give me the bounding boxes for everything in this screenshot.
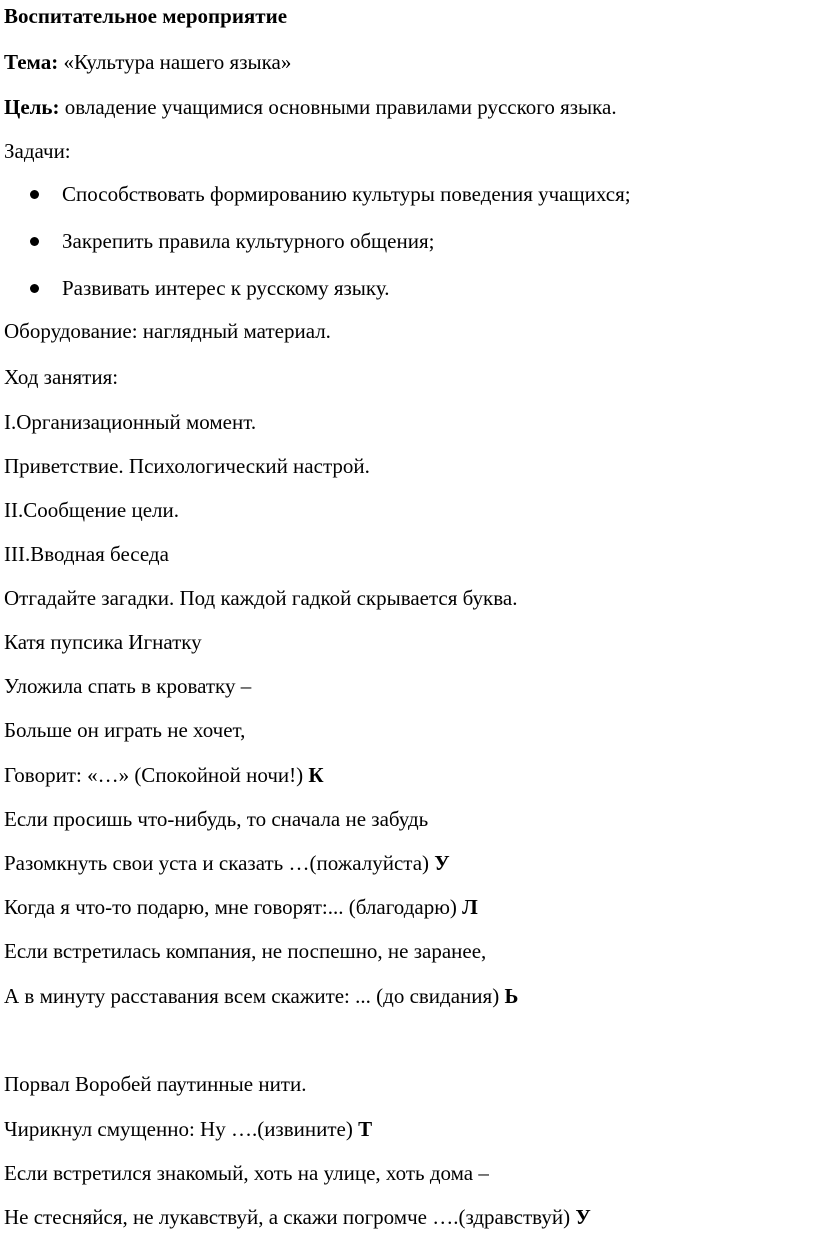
tasks-heading: Задачи: (4, 139, 71, 163)
riddle-answer-line (4, 762, 324, 788)
bullet-icon (30, 284, 39, 293)
answer-letter: К (308, 763, 324, 787)
riddle-line: Если встретился знакомый, хоть на улице, хоть дома – (4, 1161, 489, 1185)
riddle-text: Не стесняйся, не лукавствуй, а скажи погромче ….(здравствуй) (4, 1205, 576, 1229)
riddle-text: А в минуту расставания всем скажите: ... (до свидания) (4, 984, 505, 1008)
riddle-line: Больше он играть не хочет, (4, 718, 246, 742)
stage-line: III.Вводная беседа (4, 542, 169, 566)
riddle-answer-line (4, 1116, 372, 1142)
answer-letter: Ь (504, 984, 519, 1008)
riddle-text: Когда я что-то подарю, мне говорят:... (благодарю) (4, 895, 463, 919)
theme-line (4, 49, 291, 75)
theme-value: «Культура нашего языка» (58, 50, 292, 74)
task-text: Закрепить правила культурного общения; (62, 229, 435, 253)
riddle-line: Если просишь что-нибудь, то сначала не забудь (4, 807, 429, 831)
answer-letter: Т (358, 1117, 373, 1141)
riddle-text: Разомкнуть свои уста и сказать …(пожалуйста) (4, 851, 435, 875)
document-title: Воспитательное мероприятие (4, 4, 288, 28)
goal-label: Цель: (4, 95, 60, 119)
riddle-answer-line (4, 850, 450, 876)
theme-label: Тема: (4, 50, 59, 74)
riddle-answer-line (4, 983, 518, 1009)
bullet-icon (30, 237, 39, 246)
bullet-icon (30, 190, 39, 199)
riddle-line: Если встретилась компания, не поспешно, не заранее, (4, 939, 487, 963)
answer-letter: Л (462, 895, 478, 919)
equipment-line: Оборудование: наглядный материал. (4, 319, 331, 343)
goal-line (4, 94, 617, 120)
task-text: Способствовать формированию культуры поведения учащихся; (62, 182, 631, 206)
riddle-line: Уложила спать в кроватку – (4, 674, 252, 698)
riddle-line: Катя пупсика Игнатку (4, 630, 202, 654)
riddle-answer-line (4, 894, 478, 920)
riddle-answer-line (4, 1204, 591, 1230)
riddle-line: Порвал Воробей паутинные нити. (4, 1072, 307, 1096)
stage-line: Приветствие. Психологический настрой. (4, 454, 370, 478)
stage-line: Отгадайте загадки. Под каждой гадкой скрывается буква. (4, 586, 518, 610)
answer-letter: У (575, 1205, 591, 1229)
riddle-text: Говорит: «…» (Спокойной ночи!) (4, 763, 309, 787)
stage-line: II.Сообщение цели. (4, 498, 179, 522)
goal-value: овладение учащимися основными правилами русского языка. (59, 95, 617, 119)
task-text: Развивать интерес к русскому языку. (62, 276, 390, 300)
riddle-text: Чирикнул смущенно: Ну ….(извините) (4, 1117, 359, 1141)
course-heading: Ход занятия: (4, 365, 119, 389)
answer-letter: У (434, 851, 450, 875)
stage-line: I.Организационный момент. (4, 410, 257, 434)
